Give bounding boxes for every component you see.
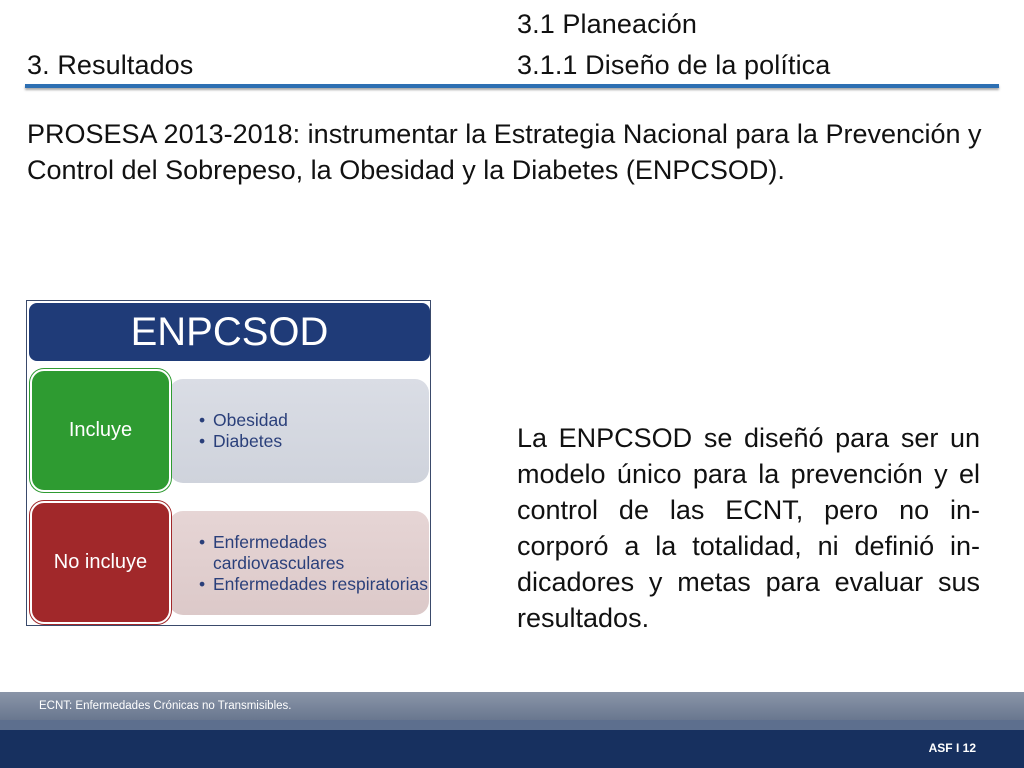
subsubsection-title: 3.1.1 Diseño de la política	[517, 50, 831, 80]
includes-card	[169, 379, 429, 483]
footer-note-bar	[0, 692, 1024, 720]
footer-stripe	[0, 720, 1024, 730]
footer-bottom-bar	[0, 730, 1024, 768]
list-item: • Enfermedades cardiovasculares	[199, 532, 429, 574]
excludes-card	[169, 511, 429, 615]
page-number: ASF I 12	[928, 741, 976, 755]
list-item: • Enfermedades respiratorias	[199, 574, 429, 595]
diagram-title: ENPCSOD	[29, 303, 430, 361]
footer-note: ECNT: Enfermedades Crónicas no Transmisibles.	[39, 700, 292, 712]
includes-list	[199, 410, 288, 452]
list-item: • Diabetes	[199, 431, 288, 452]
excludes-list	[199, 532, 429, 595]
intro-paragraph: PROSESA 2013-2018: instrumentar la Estrategia Nacional para la Prevención y Control del Sobrepeso, la Obesidad y la Diabetes (ENPCSOD).	[27, 119, 982, 185]
excludes-label: No incluye	[30, 501, 171, 624]
includes-label: Incluye	[30, 369, 171, 492]
header-divider	[25, 84, 999, 88]
subsection-title: 3.1 Planeación	[517, 9, 698, 39]
section-title: 3. Resultados	[27, 50, 194, 80]
body-paragraph: La ENPCSOD se diseñó para ser un modelo único para la prevención y el control de las ECNT, pero no in-corporó a la totalidad, ni definió in-dicadores y metas para evaluar sus resultados.	[517, 423, 980, 633]
list-item: • Obesidad	[199, 410, 288, 431]
enpcsod-diagram	[26, 300, 431, 626]
footer	[0, 692, 1024, 768]
